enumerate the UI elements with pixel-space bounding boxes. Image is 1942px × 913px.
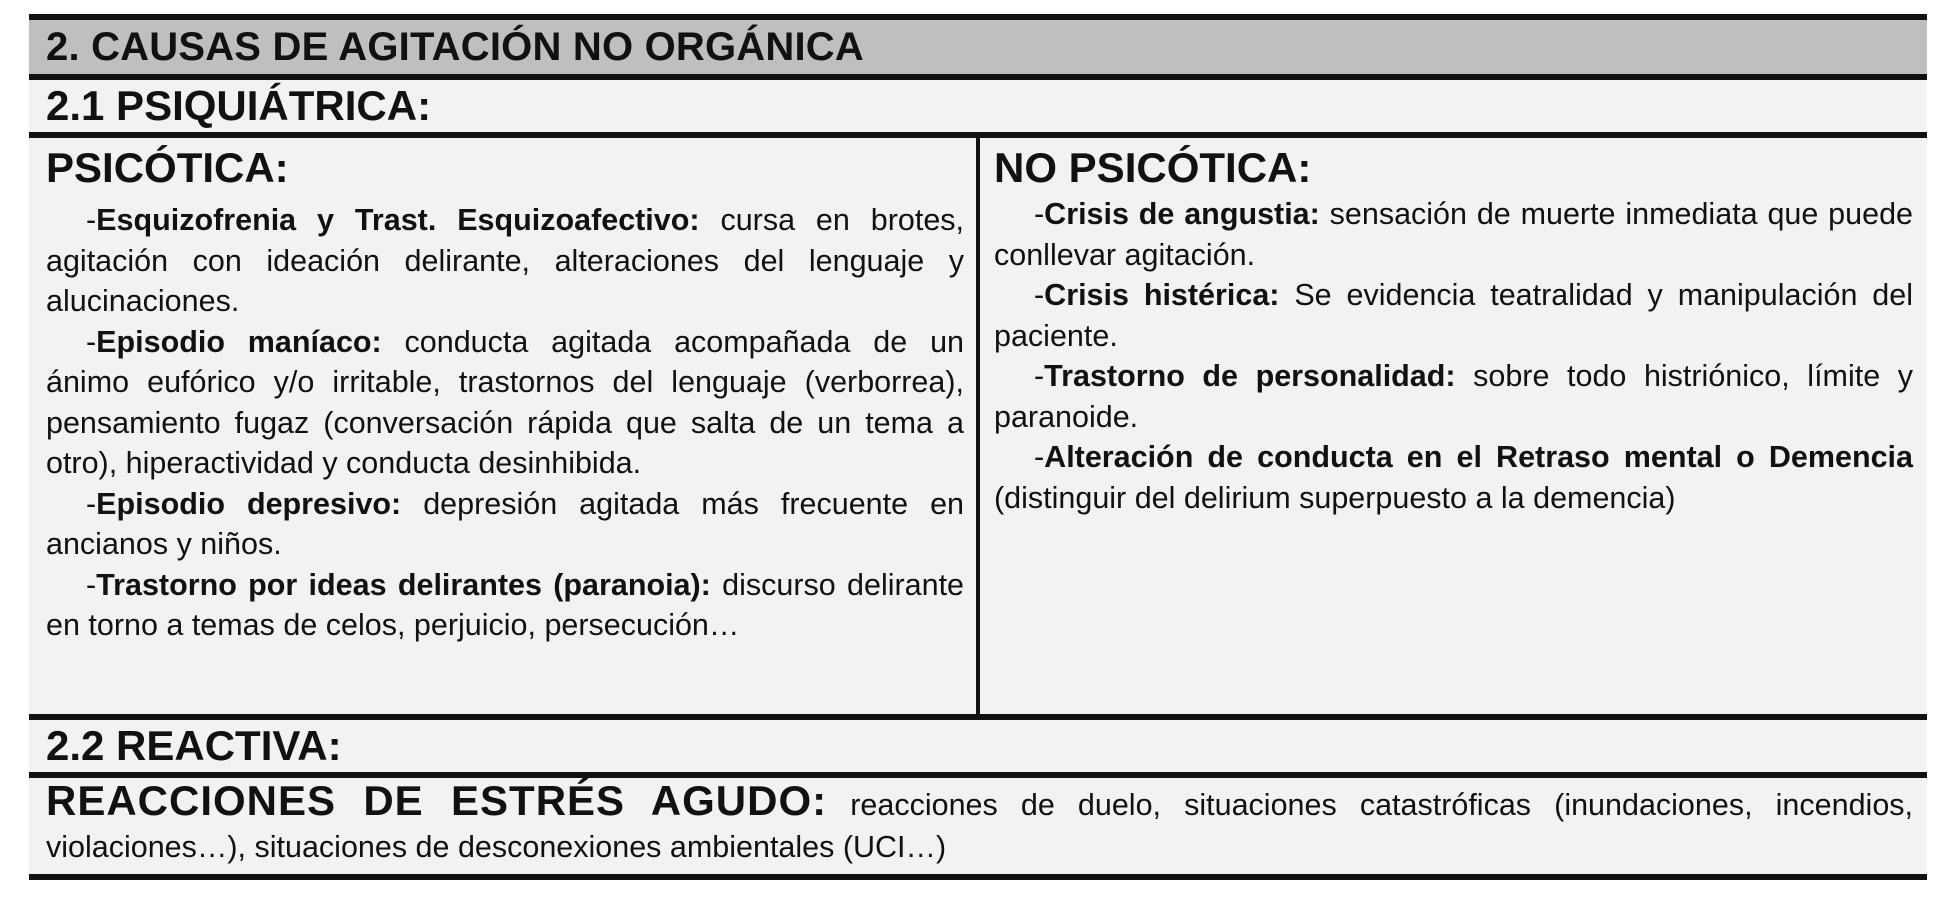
dash: - [86, 203, 97, 237]
subsection-title-reactiva: 2.2 REACTIVA: [46, 722, 342, 769]
reacciones-text: reacciones de duelo, situaciones catastróficas (inundaciones, incendios, violaciones…), situaciones de desconexiones ambientales (UCI…) [46, 788, 1913, 864]
subsection-title-psiquiatrica: 2.1 PSIQUIÁTRICA: [46, 82, 432, 129]
subsection-psiquiatrica-bar [29, 80, 1927, 138]
dash: - [86, 324, 97, 359]
document-table [29, 14, 1927, 880]
list-item [994, 437, 1913, 518]
dash: - [86, 486, 97, 521]
reacciones-estres-agudo [29, 778, 1927, 874]
list-item [994, 275, 1913, 356]
list-item [994, 356, 1913, 437]
item-text: sensación de muerte inmediata que puede conllevar agitación. [994, 197, 1913, 272]
item-text: depresión agitada más frecuente en ancianos y niños. [46, 486, 964, 561]
item-text: conducta agitada acompañada de un ánimo eufórico y/o irritable, trastornos del lenguaje (verborrea), pensamiento fugaz (conversación rápida que salta de un tema a otro), hiperactividad y conducta desinhibida. [46, 324, 964, 480]
section-title: 2. CAUSAS DE AGITACIÓN NO ORGÁNICA [46, 24, 864, 69]
item-term: Alteración de conducta en el Retraso mental o Demencia [1044, 440, 1913, 474]
psicotica-heading: PSICÓTICA: [46, 144, 289, 191]
section-title-bar [29, 20, 1927, 80]
item-term: Trastorno de personalidad: [1044, 359, 1456, 393]
item-text: cursa en brotes, agitación con ideación delirante, alteraciones del lenguaje y alucinaciones. [46, 203, 964, 318]
list-item [46, 565, 964, 646]
item-term: Crisis de angustia: [1044, 197, 1320, 231]
item-text: Se evidencia teatralidad y manipulación del paciente. [994, 278, 1913, 353]
psicotica-column [29, 138, 980, 714]
item-term: Episodio maníaco: [96, 324, 382, 359]
dash: - [1034, 359, 1045, 393]
no-psicotica-heading: NO PSICÓTICA: [994, 144, 1312, 191]
item-text: discurso delirante en torno a temas de celos, perjuicio, persecución… [46, 567, 965, 642]
dash: - [1034, 197, 1045, 231]
list-item [46, 322, 964, 484]
item-term: Trastorno por ideas delirantes (paranoia): [96, 567, 711, 602]
item-text: sobre todo histriónico, límite y paranoide. [994, 359, 1913, 434]
dash: - [86, 567, 97, 602]
subsection-reactiva-bar [29, 720, 1927, 778]
reacciones-lead: REACCIONES DE ESTRÉS AGUDO: [46, 777, 828, 824]
dash: - [1034, 278, 1045, 312]
item-term: Esquizofrenia y Trast. Esquizoafectivo: [96, 203, 700, 237]
list-item [46, 200, 964, 322]
item-term: Episodio depresivo: [96, 486, 402, 521]
list-item [994, 194, 1913, 275]
psiquiatrica-columns [29, 138, 1927, 720]
list-item [46, 484, 964, 565]
item-text: (distinguir del delirium superpuesto a la demencia) [994, 480, 1676, 515]
no-psicotica-column [980, 138, 1927, 714]
dash: - [1034, 440, 1045, 474]
item-term: Crisis histérica: [1044, 278, 1280, 312]
